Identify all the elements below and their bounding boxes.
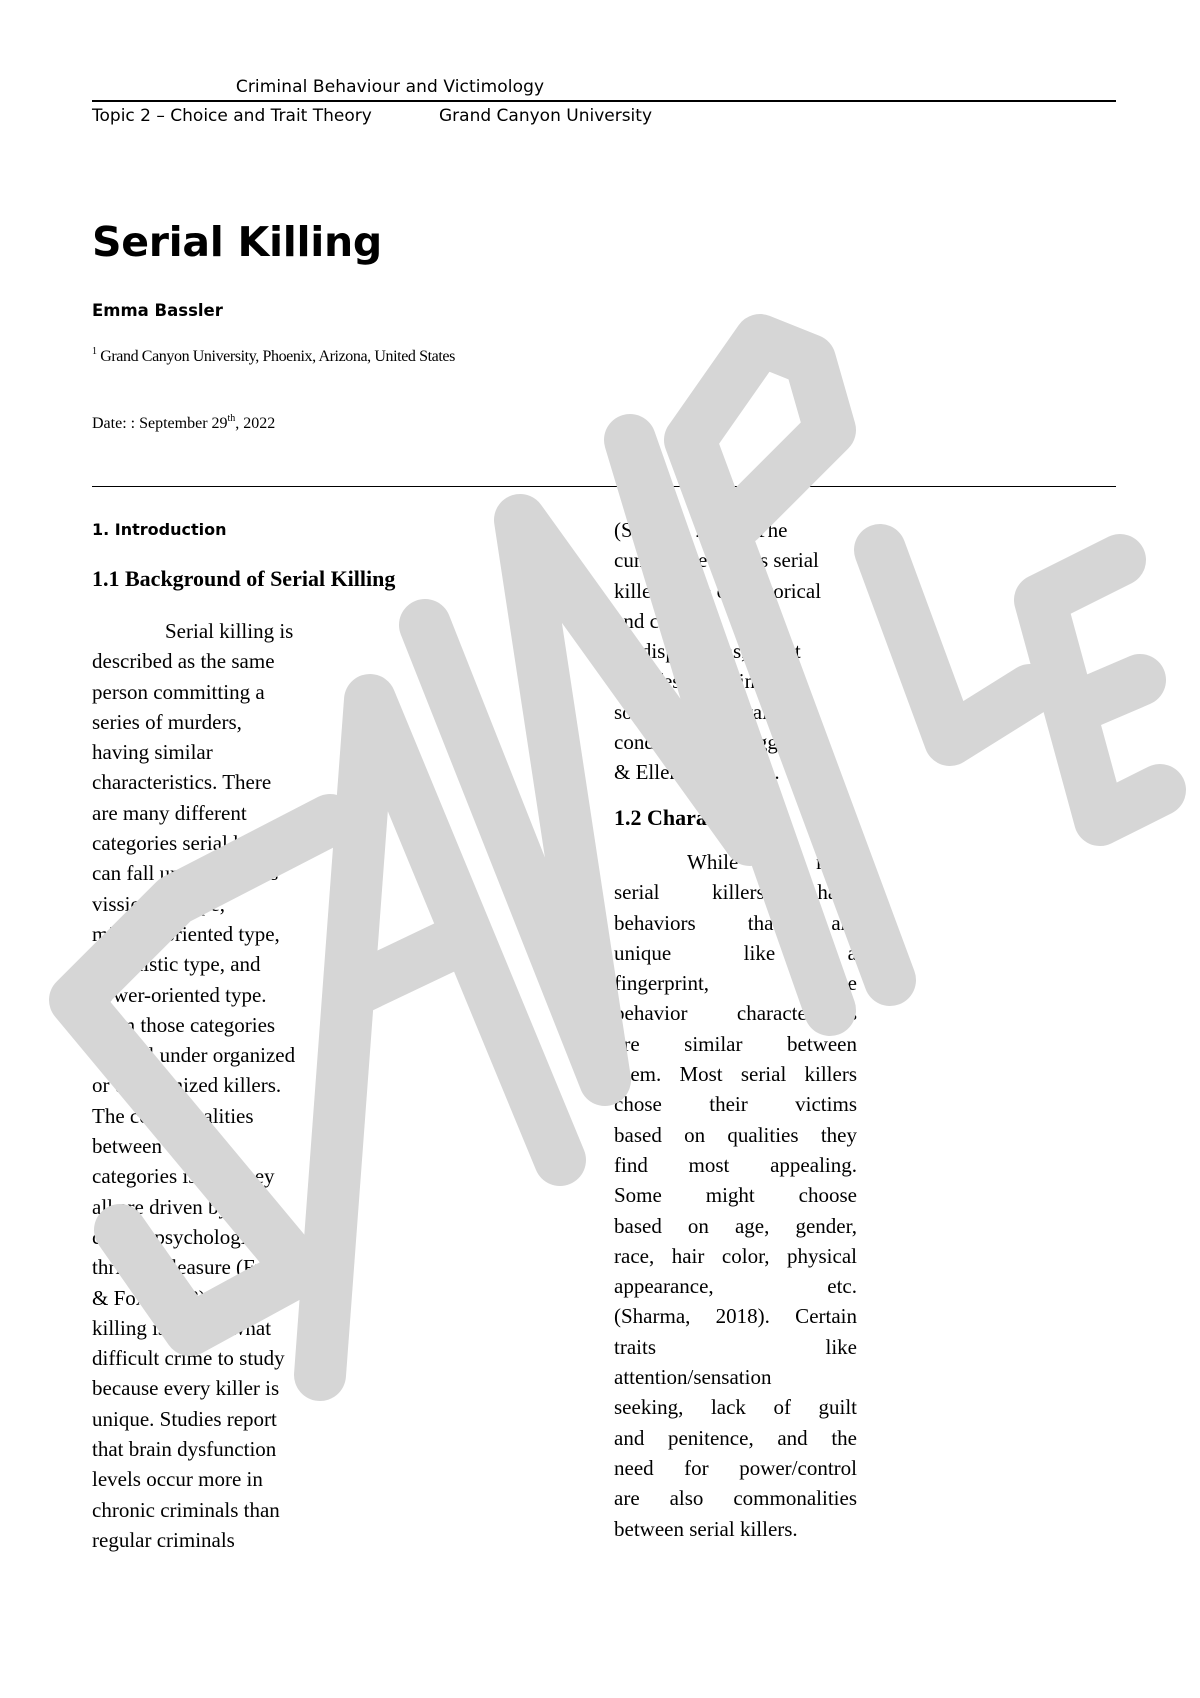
text-line: need for power/control [614,1455,857,1480]
watermark-letter-l [880,550,1030,740]
text-line: chronic criminals than [92,1497,280,1522]
text-line: Serial killing is [165,619,294,643]
subsection-heading-background: 1.1 Background of Serial Killing [92,566,396,591]
running-subheader [92,106,653,126]
text-line: traits like [614,1334,857,1359]
author-name: Emma Bassler [92,301,223,320]
text-line: between serial killers. [614,1516,798,1541]
date-superscript: th [227,413,236,424]
subsection-heading-characteristics: 1.2 Characteristics [614,805,790,830]
text-line: are also commonalities [614,1486,857,1511]
text-line: serial killers have [614,880,857,905]
text-line: (Sharma, 2018). The [614,518,788,542]
header-rule [92,100,1116,102]
text-line: having similar [92,740,213,765]
text-line: behavior characteristics [614,1001,857,1026]
text-line: based on qualities they [614,1122,857,1147]
text-line: can fall under organized [92,1043,296,1068]
text-line: & Ellerbrok, 2017). [614,760,780,785]
text-line: mission-oriented type, [92,921,280,946]
text-line: predispositions, might [614,639,801,664]
text-line: series of murders, [92,709,242,734]
affiliation [92,348,455,366]
text-line: While most [687,850,857,874]
text-line: described as the same [92,649,275,674]
text-line: & Fox, 2018). Serial [92,1285,266,1310]
text-line: characteristics. There [92,770,272,795]
background-paragraph-continued [614,515,859,788]
text-line: or unorganized killers. [92,1073,282,1098]
text-line: based on age, gender, [614,1213,857,1238]
text-line: power-oriented type. [92,982,267,1007]
text-line: conditioning (Haggerty [614,730,811,755]
section-heading-introduction: 1. Introduction [92,520,227,539]
text-line: hedonistic type, and [92,952,261,977]
text-line: categories is that they [92,1164,275,1189]
text-line: that brain dysfunction [92,1437,277,1462]
watermark-letter-a [320,700,560,1375]
text-line: social and cultural [614,699,768,724]
text-line: all are driven by a [92,1194,244,1219]
text-line: certain psychological [92,1224,272,1249]
text-line: find most appealing. [614,1152,857,1177]
text-line: are similar between [614,1031,857,1056]
text-line: Even those categories [92,1012,276,1037]
text-line: between these [92,1134,211,1159]
text-line: The commonalities [92,1103,254,1128]
text-line: behaviors that are [614,910,857,935]
text-line: unique. Studies report [92,1406,277,1431]
characteristics-paragraph [614,847,857,1544]
paper-title: Serial Killing [92,218,382,266]
affiliation-mark: 1 [92,346,97,357]
body-rule [92,486,1116,487]
text-line: can fall under, such as [92,861,279,886]
text-line: are many different [92,800,247,825]
text-line: chose their victims [614,1092,857,1117]
header-university: Grand Canyon University [439,106,653,126]
affiliation-text: Grand Canyon University, Phoenix, Arizona, United States [100,348,455,365]
text-line: vissionary type, [92,891,225,916]
text-line: (Sharma, 2018). Certain [614,1304,857,1329]
date-suffix: , 2022 [235,415,276,432]
text-line: categories serial killers [92,831,286,856]
text-line: manifest itself into [614,669,772,694]
text-line: cumulative effects serial [614,548,819,573]
text-line: appearance, etc. [614,1274,857,1299]
watermark-letter-e [1040,560,1160,820]
text-line: difficult crime to study [92,1346,285,1371]
date-prefix: Date: : September 29 [92,415,228,432]
text-line: thrill or pleasure (Fridel [92,1255,294,1280]
running-header-course: Criminal Behaviour and Victimology [235,77,545,97]
text-line: unique like a [614,940,857,965]
text-line: attention/sensation [614,1365,772,1390]
text-line: levels occur more in [92,1467,263,1492]
text-line: killing is a somewhat [92,1315,272,1340]
text-line: because every killer is [92,1376,280,1401]
header-topic: Topic 2 – Choice and Trait Theory [92,106,372,126]
text-line: fingerprint, some [614,971,857,996]
text-line: race, hair color, physical [614,1243,857,1268]
paper-date [92,415,275,433]
text-line: killers have on historical [614,578,822,603]
text-line: and penitence, and the [614,1425,857,1450]
text-line: Some might choose [614,1183,857,1208]
text-line: them. Most serial killers [614,1062,857,1087]
text-line: and cultural [614,608,714,633]
background-paragraph [92,616,332,1555]
text-line: seeking, lack of guilt [614,1395,857,1420]
text-line: regular criminals [92,1527,235,1552]
text-line: person committing a [92,679,265,704]
